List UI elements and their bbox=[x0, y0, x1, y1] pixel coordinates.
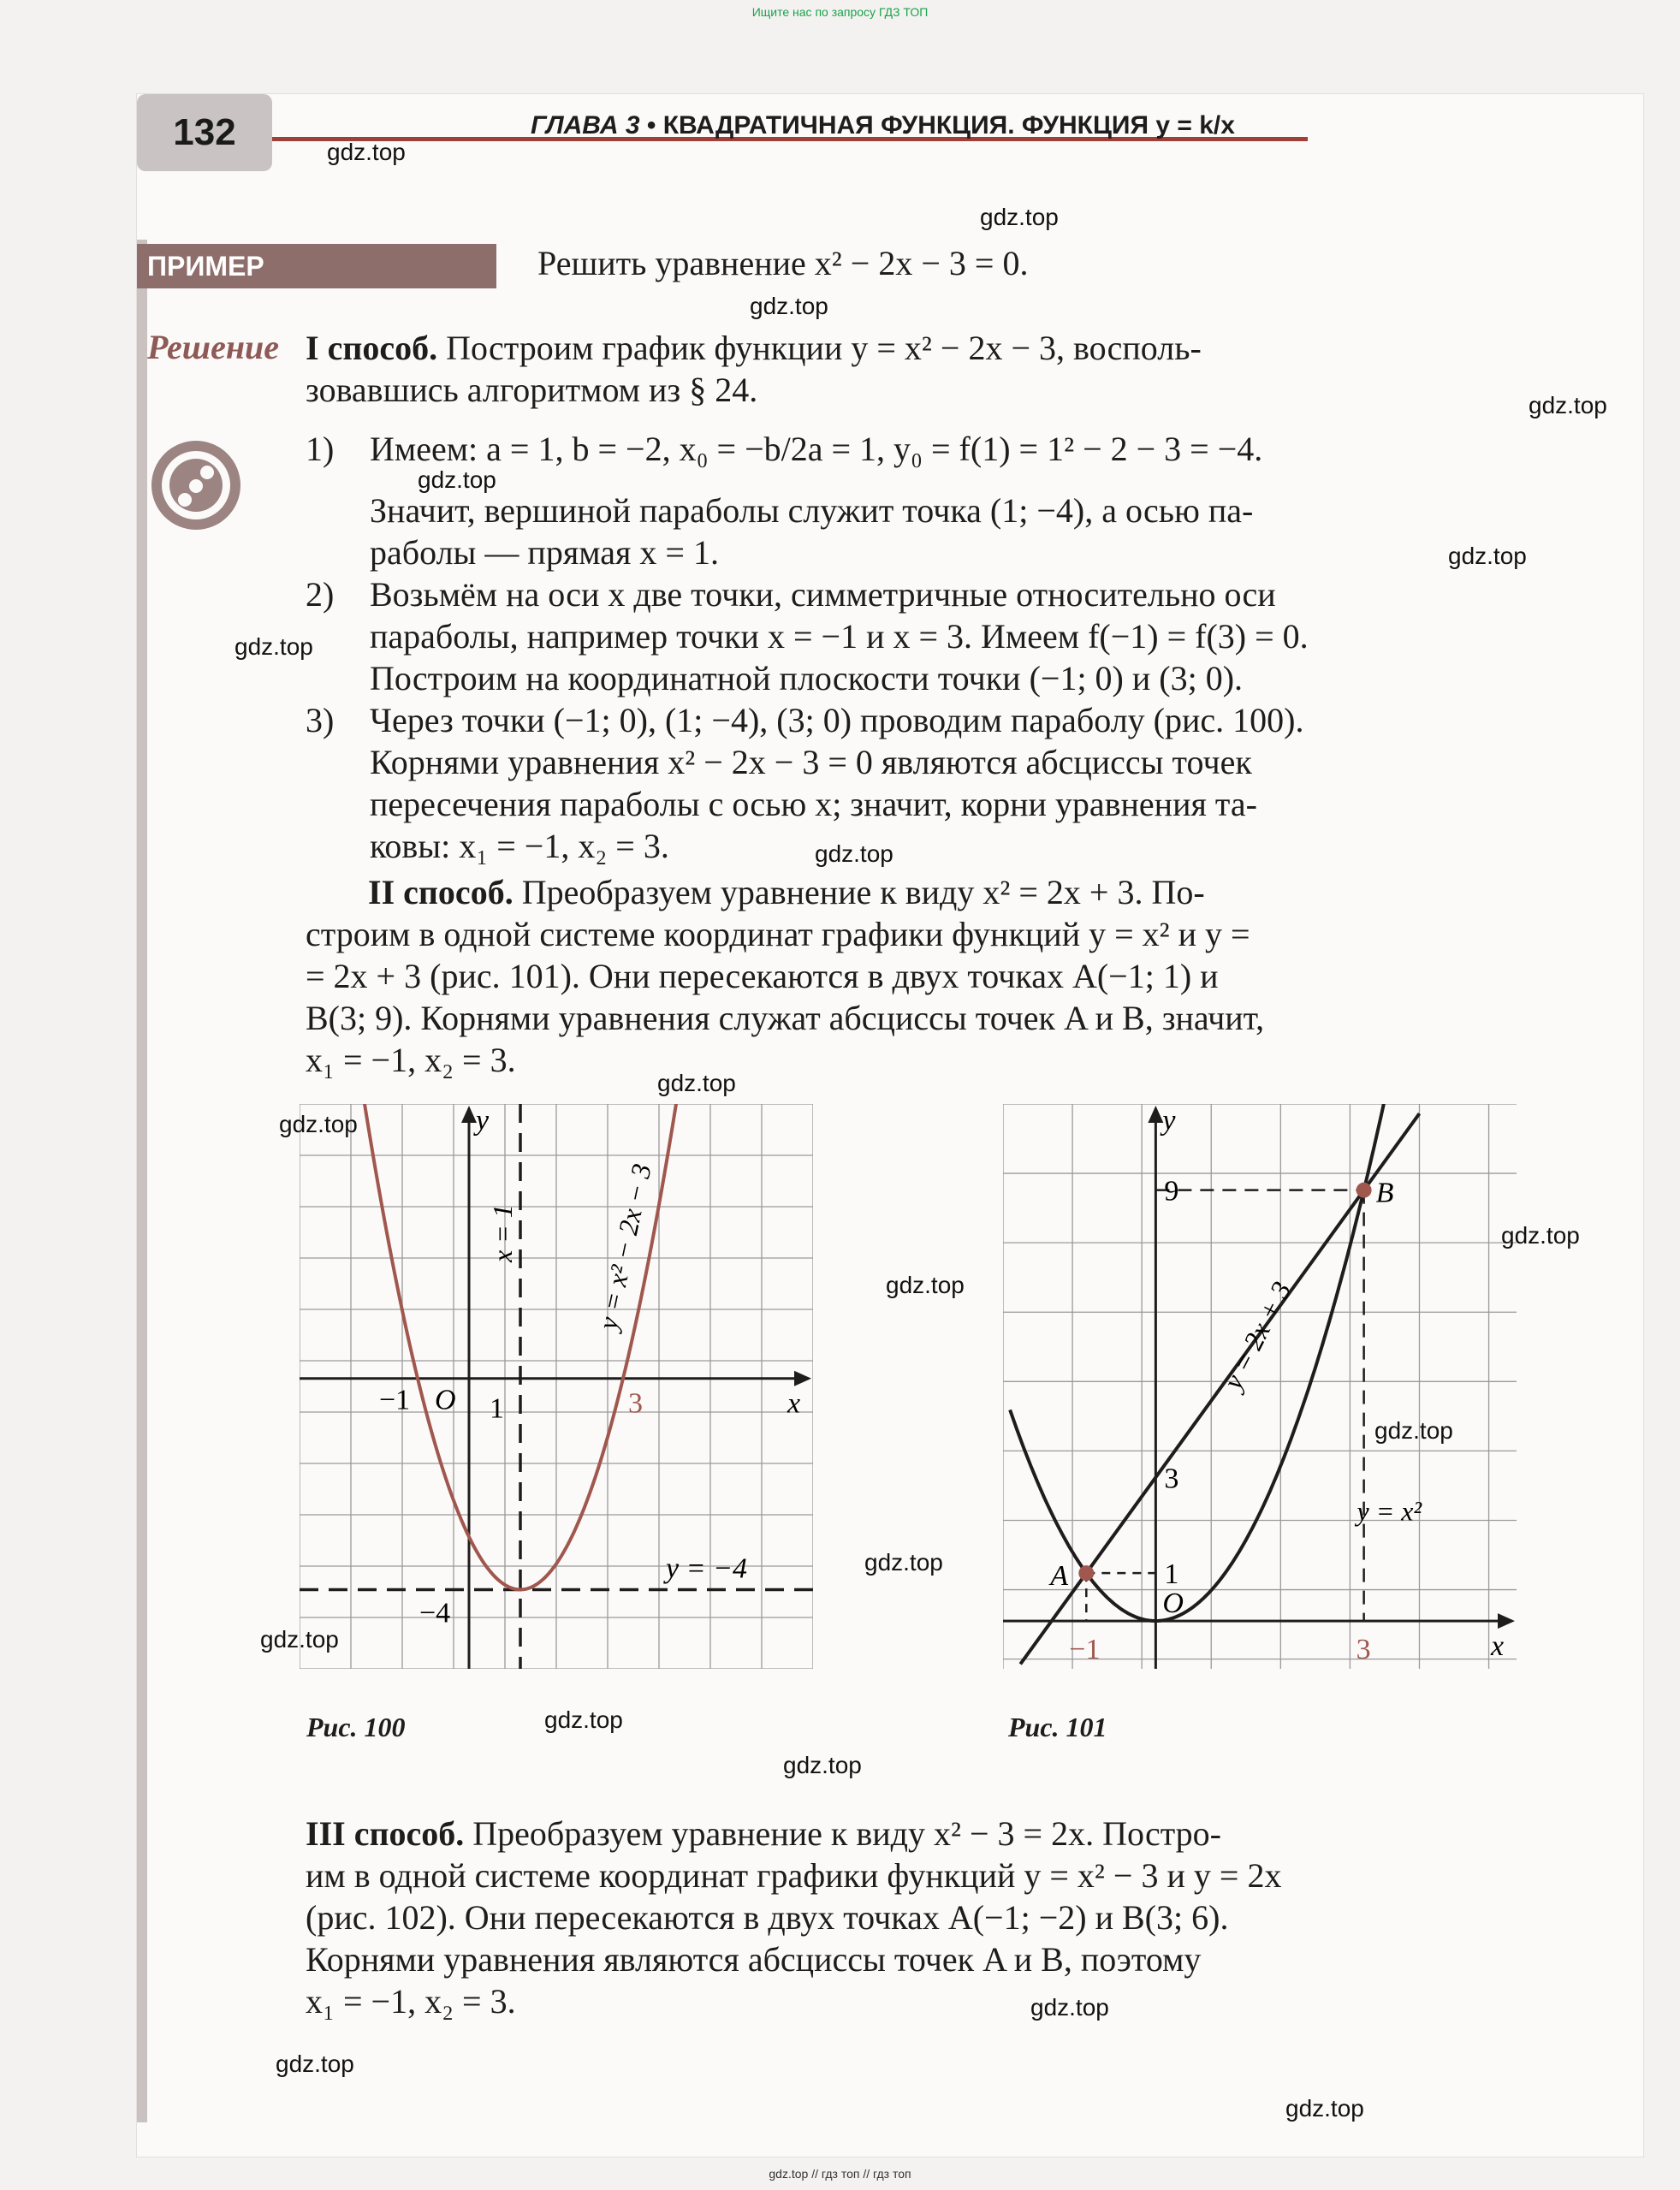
watermark-text: gdz.top bbox=[886, 1272, 965, 1298]
top-note: Ищите нас по запросу ГДЗ ТОП bbox=[751, 5, 929, 19]
y-axis-label: y bbox=[476, 1105, 490, 1137]
watermark-text: gdz.top bbox=[1374, 1417, 1453, 1444]
solution-tag: Решение bbox=[147, 328, 280, 366]
h-line-label: y = −4 bbox=[666, 1552, 747, 1585]
watermark-text: gdz.top bbox=[327, 139, 406, 165]
step-line: Возьмём на оси x две точки, симметричные относительно оси bbox=[370, 575, 1276, 614]
step-line: Значит, вершиной параболы служит точка (1; −4), а осью па- bbox=[370, 491, 1254, 530]
method1-title: I способ. bbox=[306, 329, 438, 367]
method1-intro-b: зовавшись алгоритмом из § 24. bbox=[306, 371, 758, 409]
header-bullet: • bbox=[646, 111, 656, 139]
watermark-text: gdz.top bbox=[657, 1070, 736, 1096]
method2-line-1 bbox=[368, 871, 1575, 913]
method2-text: Преобразуем уравнение к виду x² = 2x + 3. По- bbox=[521, 873, 1205, 911]
step-line: ковы: x₁ = −1, x₂ = 3. bbox=[370, 827, 669, 865]
tick-label: 3 bbox=[1356, 1634, 1371, 1666]
watermark-text: gdz.top bbox=[279, 1111, 358, 1137]
chapter-title: КВАДРАТИЧНАЯ ФУНКЦИЯ. ФУНКЦИЯ y = k/x bbox=[662, 111, 1235, 139]
curve-label: y = x² − 2x − 3 bbox=[591, 1160, 657, 1332]
watermark-text: gdz.top bbox=[276, 2051, 354, 2077]
intersection-point bbox=[1078, 1565, 1094, 1581]
step-3 bbox=[306, 699, 1512, 741]
y-axis-arrow-icon bbox=[461, 1106, 477, 1123]
watermark-text: gdz.top bbox=[260, 1626, 339, 1653]
example-tag: ПРИМЕР bbox=[137, 244, 496, 288]
x-axis-label: x bbox=[1491, 1630, 1505, 1663]
hint-icon bbox=[147, 436, 246, 535]
x-axis-arrow-icon bbox=[794, 1371, 811, 1386]
tick-label: −1 bbox=[1069, 1634, 1101, 1666]
step-line: Имеем: a = 1, b = −2, x₀ = −b/2a = 1, y₀ = f(1) = 1² − 2 − 3 = −4. bbox=[370, 430, 1263, 468]
v-line-label: x = 1 bbox=[487, 1204, 518, 1263]
y-axis-label: y bbox=[1162, 1105, 1176, 1137]
watermark-text: gdz.top bbox=[544, 1706, 623, 1733]
step-line: Построим на координатной плоскости точки (−1; 0) и (3; 0). bbox=[370, 659, 1244, 697]
point-label: A bbox=[1050, 1560, 1069, 1593]
method3-text: Преобразуем уравнение к виду x² − 3 = 2x. Постро- bbox=[472, 1814, 1221, 1853]
method3-line-1 bbox=[306, 1813, 1512, 1855]
step-number: 3) bbox=[306, 701, 335, 739]
y-axis-arrow-icon bbox=[1148, 1106, 1163, 1123]
tick-label: 3 bbox=[1164, 1463, 1179, 1495]
step-line: Корнями уравнения x² − 2x − 3 = 0 являются абсциссы точек bbox=[370, 743, 1252, 781]
step-number: 2) bbox=[306, 575, 335, 614]
x-axis-label: x bbox=[787, 1387, 801, 1420]
example-task: Решить уравнение x² − 2x − 3 = 0. bbox=[537, 244, 1029, 282]
figure-101-caption: Рис. 101 bbox=[1008, 1712, 1107, 1742]
tick-label: −4 bbox=[419, 1597, 451, 1629]
watermark-text: gdz.top bbox=[1030, 1994, 1109, 2021]
watermark-text: gdz.top bbox=[1501, 1222, 1580, 1249]
watermark-text: gdz.top bbox=[1285, 2095, 1364, 2122]
parabola-label: y = x² bbox=[1356, 1495, 1422, 1527]
point-label: B bbox=[1375, 1177, 1394, 1209]
step-line: пересечения параболы с осью x; значит, корни уравнения та- bbox=[370, 785, 1257, 823]
figure-101 bbox=[1003, 1104, 1517, 1669]
parabola-curve bbox=[1010, 1104, 1388, 1621]
method2-line-5: x₁ = −1, x₂ = 3. bbox=[306, 1041, 516, 1079]
step-line: параболы, например точки x = −1 и x = 3. Имеем f(−1) = f(3) = 0. bbox=[370, 617, 1309, 656]
watermark-text: gdz.top bbox=[1448, 543, 1527, 569]
tick-label: −1 bbox=[379, 1384, 411, 1416]
method3-title: III способ. bbox=[306, 1814, 465, 1853]
origin-label: O bbox=[435, 1384, 456, 1416]
method3-line-3: (рис. 102). Они пересекаются в двух точках A(−1; −2) и B(3; 6). bbox=[306, 1898, 1229, 1937]
line-label: y = 2x + 3 bbox=[1216, 1276, 1297, 1394]
intersection-point bbox=[1356, 1183, 1372, 1198]
method2-line-3: = 2x + 3 (рис. 101). Они пересекаются в двух точках A(−1; 1) и bbox=[306, 957, 1219, 995]
tick-label: 1 bbox=[1164, 1558, 1179, 1591]
bottom-note: gdz.top // гдз топ // гдз топ bbox=[769, 2167, 911, 2181]
left-margin-bar bbox=[137, 240, 147, 2122]
tick-label: 1 bbox=[490, 1392, 504, 1425]
page-number: 132 bbox=[137, 94, 272, 171]
watermark-text: gdz.top bbox=[234, 633, 313, 660]
method3-line-5: x₁ = −1, x₂ = 3. bbox=[306, 1982, 516, 2021]
x-axis-arrow-icon bbox=[1498, 1613, 1515, 1629]
chapter-label: ГЛАВА 3 bbox=[531, 111, 640, 139]
method3-line-2: им в одной системе координат графики функций y = x² − 3 и y = 2x bbox=[306, 1856, 1282, 1895]
method1-intro bbox=[306, 327, 1512, 369]
method2-title: II способ. bbox=[368, 873, 513, 911]
watermark-text: gdz.top bbox=[1529, 392, 1607, 418]
chapter-header bbox=[531, 111, 1235, 140]
step-2 bbox=[306, 573, 1512, 615]
watermark-text: gdz.top bbox=[864, 1549, 943, 1576]
watermark-text: gdz.top bbox=[418, 466, 496, 493]
figure-100 bbox=[300, 1104, 813, 1669]
method3-line-4: Корнями уравнения являются абсциссы точек A и B, поэтому bbox=[306, 1940, 1202, 1979]
step-line: Через точки (−1; 0), (1; −4), (3; 0) проводим параболу (рис. 100). bbox=[370, 701, 1304, 739]
tick-label: 9 bbox=[1164, 1175, 1179, 1208]
watermark-text: gdz.top bbox=[750, 293, 828, 319]
method2-line-2: строим в одной системе координат графики функций y = x² и y = bbox=[306, 915, 1250, 953]
step-1 bbox=[306, 428, 1512, 470]
method1-intro-a: Построим график функции y = x² − 2x − 3, восполь- bbox=[446, 329, 1202, 367]
watermark-text: gdz.top bbox=[815, 840, 893, 867]
step-number: 1) bbox=[306, 430, 335, 468]
watermark-text: gdz.top bbox=[980, 204, 1059, 230]
watermark-text: gdz.top bbox=[783, 1752, 862, 1778]
method2-line-4: B(3; 9). Корнями уравнения служат абсциссы точек A и B, значит, bbox=[306, 999, 1265, 1037]
tick-label: 3 bbox=[628, 1387, 643, 1420]
figure-100-caption: Рис. 100 bbox=[306, 1712, 406, 1742]
origin-label: O bbox=[1162, 1588, 1184, 1620]
step-line: раболы — прямая x = 1. bbox=[370, 533, 719, 572]
